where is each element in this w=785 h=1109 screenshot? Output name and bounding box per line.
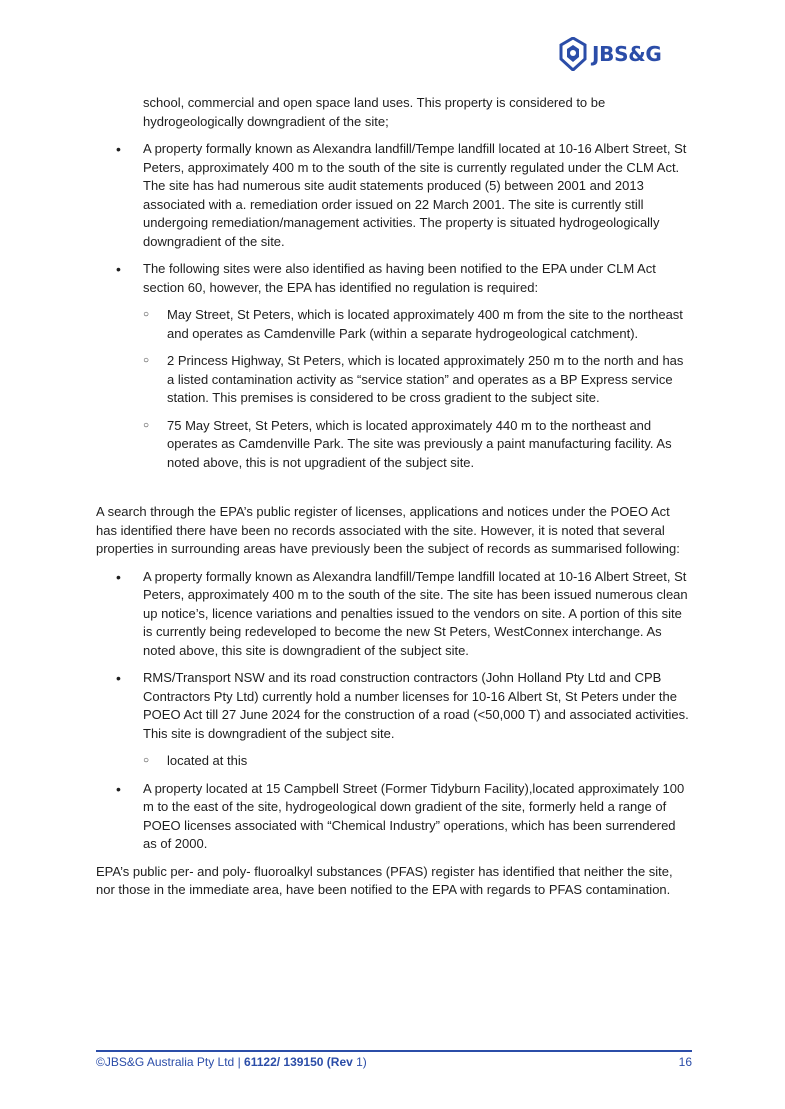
- footer-separator: |: [234, 1055, 245, 1069]
- footer-revision: 1): [352, 1055, 367, 1069]
- continued-paragraph: school, commercial and open space land uses. This property is considered to be hydrogeologically downgradient of the site;: [143, 95, 606, 129]
- bullet-item-rms-transport: • RMS/Transport NSW and its road construction contractors (John Holland Pty Ltd and CPB Contractors Pty Ltd) currently hold a number licenses for 10-16 Albert St, St Peters under the POEO Act till 27 June 2024 for the construction of a road (<50,000 T) and associated activities. This site is downgradient of the subject site. ○ located at this: [96, 669, 692, 771]
- bullet-item-tempe-landfill-poeo: • A property formally known as Alexandra landfill/Tempe landfill located at 10-16 Albert Street, St Peters, approximately 400 m to the south of the site. The site has been issued numerous clean up notice’s, licence variations and penalties issued to the vendors on site. A portion of this site is currently being redeveloped to become the new St Peters, WestConnex interchange. As noted above, this site is downgradient of the subject site.: [96, 568, 692, 661]
- poeo-register-paragraph: A search through the EPA’s public register of licenses, applications and notices under the POEO Act has identified there have been no records associated with the site. However, it is noted that several properties in surrounding areas have previously been the subject of records as summarised following:: [96, 504, 680, 556]
- footer-company: ©JBS&G Australia Pty Ltd: [96, 1055, 235, 1069]
- page-footer: [96, 1055, 692, 1069]
- sub-item-located-at-this: ○ located at this: [143, 752, 692, 771]
- page-number: 16: [678, 1055, 692, 1069]
- sub-item-75-may-street: ○ 75 May Street, St Peters, which is located approximately 440 m to the northeast and operates as Camdenville Park. The site was previously a paint manufacturing facility. As noted above, this is not upgradient of the subject site.: [143, 417, 692, 473]
- company-logo: [558, 36, 694, 72]
- pfas-register-paragraph: EPA’s public per- and poly- fluoroalkyl substances (PFAS) register has identified that neither the site, nor those in the immediate area, have been notified to the EPA with regards to PFAS contamination.: [96, 863, 673, 897]
- footer-left: [96, 1055, 367, 1069]
- bullet-item-section-60: • The following sites were also identified as having been notified to the EPA under CLM Act section 60, however, the EPA has identified no regulation is required: ○ May Street, St Peters, which is located approximately 400 m from the site to the northeast and operates as Camdenville Park (within a separate hydrogeological catchment). ○ 2 Princess Highway, St Peters, which is located approximately 250 m to the north and has a listed contamination activity as “service station” and operates as a BP Express service station. This premises is considered to be cross gradient to the subject site. ○ 75 May Street, St Peters, which is located approximately 440 m to the northeast and operates as Camdenville Park. The site was previously a paint manufacturing facility. As noted above, this is not upgradient of the subject site.: [96, 260, 692, 472]
- footer-reference: 61122/ 139150 (Rev: [244, 1055, 353, 1069]
- sub-item-princess-highway: ○ 2 Princess Highway, St Peters, which is located approximately 250 m to the north and has a listed contamination activity as “service station” and operates as a BP Express service station. This premises is considered to be cross gradient to the subject site.: [143, 352, 692, 408]
- poeo-bullet-list: [96, 568, 692, 854]
- document-body: [96, 94, 692, 909]
- clm-bullet-list: [96, 140, 692, 472]
- rms-sub-list: [143, 752, 692, 771]
- section-60-sub-list: [143, 306, 692, 472]
- logo-mark-icon: [558, 37, 588, 71]
- bullet-item-campbell-street: • A property located at 15 Campbell Street (Former Tidyburn Facility),located approximately 100 m to the east of the site, hydrogeological down gradient of the site, formerly held a range of POEO licenses associated with “Chemical Industry” operations, which has been surrendered as of 2000.: [96, 780, 692, 854]
- logo-text: JBS&G: [592, 42, 662, 66]
- sub-item-may-street: ○ May Street, St Peters, which is located approximately 400 m from the site to the northeast and operates as Camdenville Park (within a separate hydrogeological catchment).: [143, 306, 692, 343]
- bullet-item-tempe-landfill-clm: • A property formally known as Alexandra landfill/Tempe landfill located at 10-16 Albert Street, St Peters, approximately 400 m to the south of the site is currently regulated under the CLM Act. The site has had numerous site audit statements produced (5) between 2001 and 2013 associated with a. remediation order issued on 22 March 2001. The site is currently still undergoing remediation/management activities. The property is situated hydrogeologically downgradient of the site.: [96, 140, 692, 251]
- footer-divider: [96, 1050, 692, 1052]
